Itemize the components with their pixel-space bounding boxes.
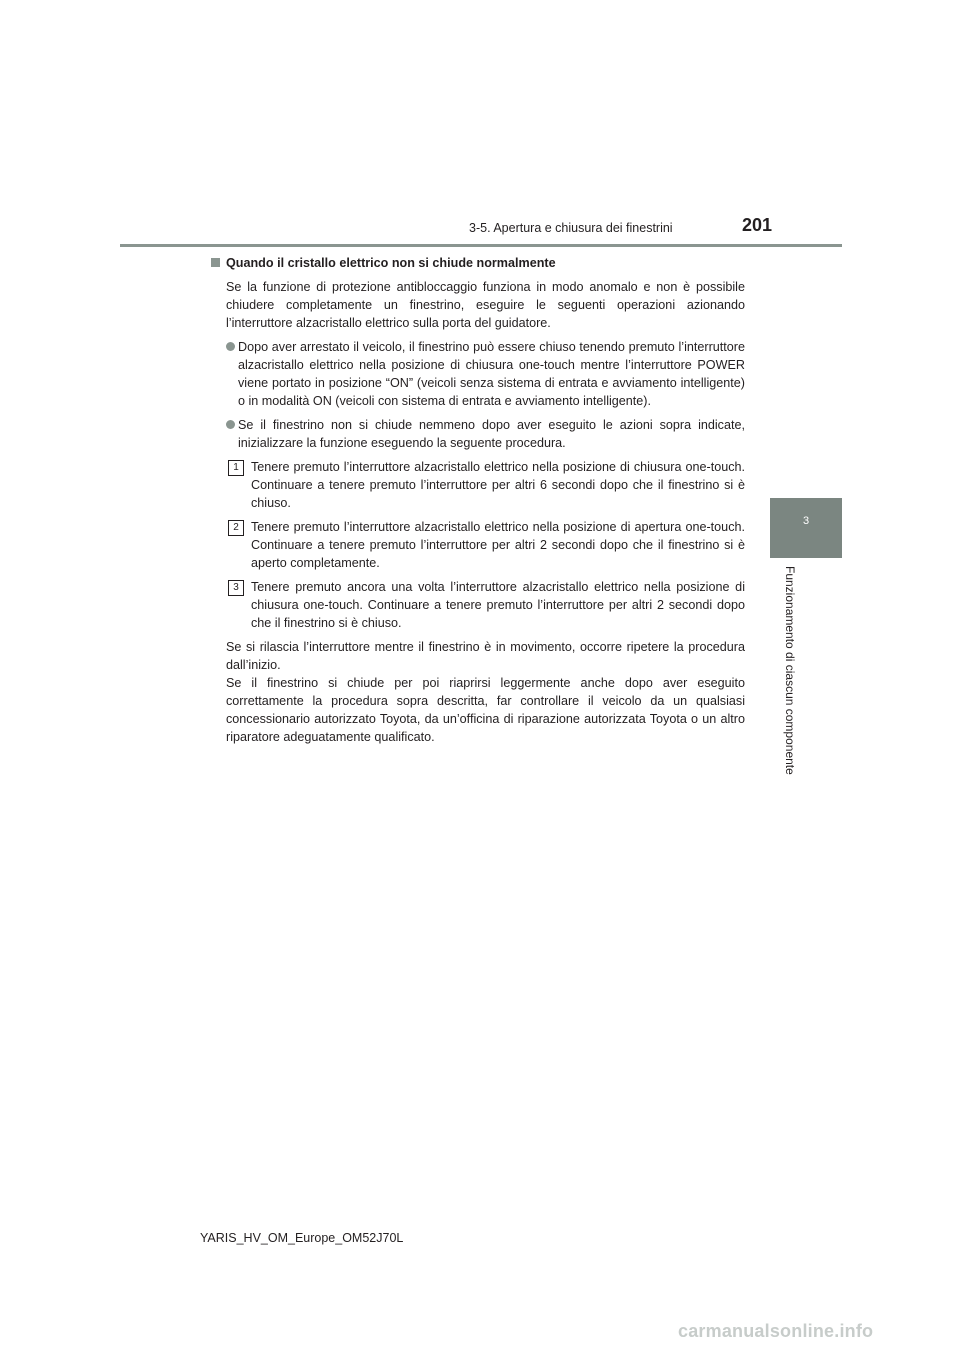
square-bullet-icon — [211, 258, 220, 267]
intro-paragraph: Se la funzione di protezione antibloccaggio funziona in modo anomalo e non è possibile chiudere completamente un finestrino, eseguire le seguenti operazioni azionando l’interruttore alzacristallo elettrico sulla porta del guidatore. — [226, 280, 745, 330]
circle-bullet-icon — [226, 420, 235, 429]
chapter-tab — [770, 498, 842, 558]
section-title: 3-5. Apertura e chiusura dei finestrini — [469, 221, 673, 235]
closing-line: Se il finestrino si chiude per poi riaprirsi leggermente anche dopo aver eseguito correttamente la procedura sopra descritta, far controllare il veicolo da un qualsiasi concessionario autorizzato Toyota, da un’officina di riparazione autorizzata Toyota o un altro riparatore adeguatamente qualificato. — [226, 676, 745, 744]
watermark: carmanualsonline.info — [678, 1321, 874, 1341]
step-text: Tenere premuto ancora una volta l’interruttore alzacristallo elettrico nella posizione di chiusura one-touch. Continuare a tenere premuto l’interruttore per altri 2 secondi dopo che il finestrino si è chiuso. — [251, 580, 745, 630]
bullet-text: Dopo aver arrestato il veicolo, il finestrino può essere chiuso tenendo premuto l’interruttore alzacristallo elettrico nella posizione di chiusura one-touch mentre l’interruttore POWER viene portato in posizione “ON” (veicoli senza sistema di entrata e avviamento intelligente) o in modalità ON (veicoli con sistema di entrata e avviamento intelligente). — [238, 340, 745, 408]
chapter-number: 3 — [802, 515, 810, 527]
document-code: YARIS_HV_OM_Europe_OM52J70L — [200, 1231, 404, 1245]
chapter-title: Funzionamento di ciascun componente — [783, 566, 797, 775]
list-item — [226, 338, 745, 410]
step-number-badge: 2 — [228, 520, 244, 536]
heading-text: Quando il cristallo elettrico non si chiude normalmente — [226, 256, 556, 270]
header-divider — [120, 244, 842, 247]
step-number-badge: 1 — [228, 460, 244, 476]
step-text: Tenere premuto l’interruttore alzacristallo elettrico nella posizione di apertura one-touch. Continuare a tenere premuto l’interruttore per altri 2 secondi dopo che il finestrino si è aperto completamente. — [251, 520, 745, 570]
step-number-badge: 3 — [228, 580, 244, 596]
step-text: Tenere premuto l’interruttore alzacristallo elettrico nella posizione di chiusura one-touch. Continuare a tenere premuto l’interruttore per altri 6 secondi dopo che il finestrino si è chiuso. — [251, 460, 745, 510]
list-item — [226, 416, 745, 452]
circle-bullet-icon — [226, 342, 235, 351]
procedure-step — [226, 518, 745, 572]
procedure-step — [226, 578, 745, 632]
procedure-step — [226, 458, 745, 512]
section-heading — [211, 254, 745, 272]
closing-paragraph — [226, 638, 745, 746]
page-number: 201 — [742, 215, 773, 235]
main-content — [211, 254, 745, 746]
closing-line: Se si rilascia l’interruttore mentre il finestrino è in movimento, occorre ripetere la procedura dall’inizio. — [226, 640, 745, 672]
bullet-text: Se il finestrino non si chiude nemmeno dopo aver eseguito le azioni sopra indicate, inizializzare la funzione eseguendo la seguente procedura. — [238, 418, 745, 450]
